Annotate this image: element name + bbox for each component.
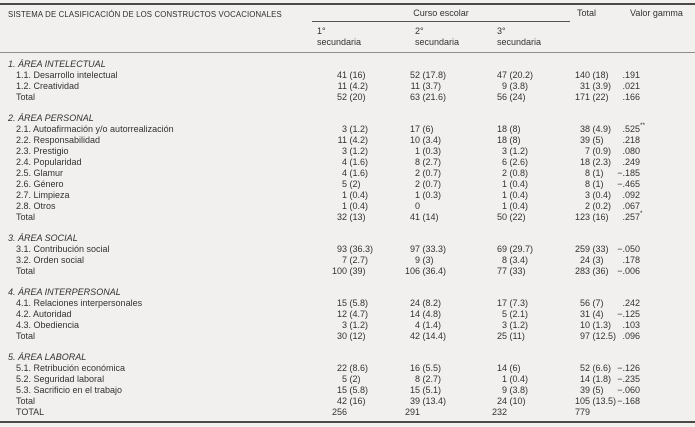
value-cell: 5 (2.1) <box>501 309 529 319</box>
table-row <box>0 331 695 342</box>
value-cell: 1 (0.4) <box>501 201 529 211</box>
table-row <box>0 320 695 331</box>
grand-total-row <box>0 407 695 422</box>
value-cell: 18 (8) <box>496 135 521 145</box>
row-label: Total <box>16 212 36 222</box>
value-cell: 15 (5.8) <box>336 385 369 395</box>
value-cell: 4 (1.6) <box>341 157 369 167</box>
value-cell: 42 (16) <box>336 396 366 406</box>
value-cell: 22 (8.6) <box>336 363 369 373</box>
table-row <box>0 146 695 157</box>
table-header <box>0 4 695 53</box>
col-header-3-secundaria <box>487 22 570 53</box>
value-cell: 39 (5) <box>580 135 604 145</box>
row-label: Total <box>16 396 36 406</box>
row-label: 2.7. Limpieza <box>16 190 70 200</box>
row-label: 5.1. Retribución económica <box>16 363 126 373</box>
row-label: Total <box>16 331 36 341</box>
value-cell: 93 (36.3) <box>336 244 374 254</box>
gamma-cell: −.060 <box>617 385 641 395</box>
gamma-cell: .242 <box>622 298 641 308</box>
value-cell: 18 (8) <box>496 124 521 134</box>
table-title: SISTEMA DE CLASIFICACIÓN DE LOS CONSTRUCTOS VOCACIONALES <box>0 4 312 53</box>
value-cell: 50 (22) <box>496 212 526 222</box>
column-group-label: Curso escolar <box>413 8 469 18</box>
gamma-cell: .103 <box>622 320 641 330</box>
gamma-cell: −.185 <box>617 168 641 178</box>
table-body <box>0 53 695 423</box>
section-title: 4. ÁREA INTERPERSONAL <box>8 287 121 297</box>
value-cell: 14 (1.8) <box>580 374 612 384</box>
row-label: 5.3. Sacrificio en el trabajo <box>16 385 123 395</box>
value-cell: 1 (0.4) <box>501 190 529 200</box>
value-cell: 24 (10) <box>496 396 526 406</box>
value-cell: 1 (0.4) <box>501 179 529 189</box>
section-title: 5. ÁREA LABORAL <box>8 352 87 362</box>
value-cell: 8 (1) <box>585 179 604 189</box>
value-cell: 1 (0.3) <box>414 190 442 200</box>
gamma-cell: −.126 <box>617 363 641 373</box>
value-cell: 18 (2.3) <box>580 157 612 167</box>
table-row <box>0 81 695 92</box>
table-row <box>0 92 695 103</box>
row-label: 2.8. Otros <box>16 201 56 211</box>
value-cell: 8 (2.7) <box>414 157 442 167</box>
value-cell: 12 (4.7) <box>336 309 369 319</box>
significance-marker: ** <box>640 122 646 129</box>
value-cell: 5 (2) <box>341 374 361 384</box>
row-label: 5.2. Seguridad laboral <box>16 374 105 384</box>
gamma-cell: .249 <box>622 157 641 167</box>
row-label: 2.1. Autoafirmación y/o autorrealización <box>16 124 174 134</box>
gamma-cell: .080 <box>622 146 641 156</box>
gamma-cell: .021 <box>622 81 641 91</box>
significance-marker: * <box>640 210 643 217</box>
value-cell: 3 (1.2) <box>341 146 369 156</box>
value-cell: 8 (2.7) <box>414 374 442 384</box>
section-title: 1. ÁREA INTELECTUAL <box>8 59 106 69</box>
gamma-cell: .067 <box>622 201 641 211</box>
value-cell: 41 (16) <box>336 70 366 80</box>
table-row <box>0 266 695 277</box>
value-cell: 2 (0.8) <box>501 168 529 178</box>
value-cell: 4 (1.6) <box>341 168 369 178</box>
value-cell: 17 (7.3) <box>496 298 529 308</box>
value-cell: 11 (3.7) <box>410 81 442 91</box>
value-cell: 106 (36.4) <box>404 266 447 276</box>
value-cell: 10 (3.4) <box>409 135 442 145</box>
table-row <box>0 298 695 309</box>
table-row <box>0 309 695 320</box>
table-row <box>0 190 695 201</box>
value-cell: 63 (21.6) <box>409 92 447 102</box>
col-header-line: 2° <box>415 26 424 36</box>
value-cell: 3 (1.2) <box>501 146 529 156</box>
value-cell: 47 (20.2) <box>496 70 534 80</box>
value-cell: 1 (0.3) <box>414 146 442 156</box>
value-cell: 14 (4.8) <box>409 309 442 319</box>
value-cell: 232 <box>487 407 570 422</box>
value-cell: 1 (0.4) <box>501 374 529 384</box>
row-label: Total <box>16 92 36 102</box>
table-row <box>0 244 695 255</box>
gamma-cell: .257* <box>622 210 643 222</box>
value-cell: 9 (3) <box>414 255 434 265</box>
col-header-line: secundaria <box>497 37 542 47</box>
row-label: 2.6. Género <box>16 179 64 189</box>
section-header-row <box>0 103 695 124</box>
value-cell: 140 (18) <box>575 70 609 80</box>
col-header-1-secundaria <box>312 22 395 53</box>
value-cell: 9 (3.8) <box>501 385 529 395</box>
value-cell: 9 (3.8) <box>501 81 529 91</box>
value-cell: 15 (5.8) <box>336 298 369 308</box>
gamma-cell: .218 <box>622 135 641 145</box>
gamma-cell: −.235 <box>617 374 641 384</box>
value-cell: 3 (0.4) <box>585 190 612 200</box>
row-label: 1.2. Creatividad <box>16 81 80 91</box>
table-row <box>0 212 695 223</box>
table-row <box>0 124 695 135</box>
gamma-cell: .166 <box>622 92 641 102</box>
value-cell: 3 (1.2) <box>341 320 369 330</box>
value-cell: 52 (6.6) <box>580 363 612 373</box>
section-header-row <box>0 223 695 244</box>
gamma-cell: .096 <box>622 331 641 341</box>
value-cell: 38 (4.9) <box>580 124 612 134</box>
row-label: 4.2. Autoridad <box>16 309 72 319</box>
value-cell: 283 (36) <box>575 266 609 276</box>
row-label: 4.1. Relaciones interpersonales <box>16 298 143 308</box>
table-row <box>0 135 695 146</box>
row-label: 4.3. Obediencia <box>16 320 80 330</box>
section-header-row <box>0 277 695 298</box>
value-cell: 31 (3.9) <box>580 81 612 91</box>
table-row <box>0 374 695 385</box>
col-header-line: secundaria <box>415 37 460 47</box>
value-cell: 52 (20) <box>336 92 366 102</box>
value-cell: 17 (6) <box>409 124 434 134</box>
section-title: 3. ÁREA SOCIAL <box>8 233 78 243</box>
table-row <box>0 168 695 179</box>
value-cell: 97 (33.3) <box>409 244 447 254</box>
value-cell: 16 (5.5) <box>409 363 442 373</box>
total-column-header: Total <box>570 4 610 53</box>
value-cell: 30 (12) <box>336 331 366 341</box>
value-cell: 52 (17.8) <box>409 70 447 80</box>
row-label: Total <box>16 266 36 276</box>
value-cell: 11 (4.2) <box>337 81 369 91</box>
value-cell: 69 (29.7) <box>496 244 534 254</box>
row-label: 3.2. Orden social <box>16 255 85 265</box>
value-cell: 259 (33) <box>575 244 609 254</box>
value-cell: 39 (13.4) <box>409 396 447 406</box>
value-cell: 105 (13.5) <box>575 396 617 406</box>
gamma-cell: .525** <box>622 122 646 134</box>
value-cell: 123 (16) <box>575 212 609 222</box>
row-label: 3.1. Contribución social <box>16 244 110 254</box>
gamma-cell: .092 <box>622 190 641 200</box>
value-cell: 39 (5) <box>580 385 604 395</box>
gamma-cell: −.125 <box>617 309 641 319</box>
col-header-line: 1° <box>317 26 326 36</box>
row-label: 1.1. Desarrollo intelectual <box>16 70 118 80</box>
col-header-line: secundaria <box>317 37 362 47</box>
column-group-header <box>312 4 570 22</box>
row-label: 2.5. Glamur <box>16 168 64 178</box>
section-header-row <box>0 53 695 71</box>
section-title: 2. ÁREA PERSONAL <box>8 113 94 123</box>
value-cell: 97 (12.5) <box>580 331 617 341</box>
table-row <box>0 201 695 212</box>
value-cell: 32 (13) <box>336 212 366 222</box>
row-label: 2.3. Prestigio <box>16 146 69 156</box>
value-cell: 8 (1) <box>585 168 604 178</box>
classification-table <box>0 3 695 423</box>
value-cell: 4 (1.4) <box>414 320 442 330</box>
gamma-cell: −.006 <box>617 266 641 276</box>
value-cell: 14 (6) <box>496 363 521 373</box>
row-label: 2.4. Popularidad <box>16 157 82 167</box>
value-cell: 56 (24) <box>496 92 526 102</box>
value-cell: 25 (11) <box>496 331 525 341</box>
gamma-cell: −.168 <box>617 396 641 406</box>
value-cell: 779 <box>570 407 610 422</box>
gamma-cell: −.050 <box>617 244 641 254</box>
value-cell: 31 (4) <box>580 309 604 319</box>
value-cell: 8 (3.4) <box>501 255 529 265</box>
value-cell: 11 (4.2) <box>337 135 369 145</box>
value-cell: 77 (33) <box>496 266 526 276</box>
table-row <box>0 385 695 396</box>
table-row <box>0 179 695 190</box>
value-cell: 6 (2.6) <box>501 157 529 167</box>
value-cell: 24 (3) <box>580 255 604 265</box>
value-cell: 291 <box>395 407 487 422</box>
value-cell: 256 <box>312 407 395 422</box>
value-cell: 2 (0.2) <box>585 201 612 211</box>
table-row <box>0 396 695 407</box>
value-cell: 2 (0.7) <box>414 179 442 189</box>
gamma-cell: .178 <box>622 255 641 265</box>
header-row-top <box>0 4 695 22</box>
value-cell: 100 (39) <box>331 266 366 276</box>
value-cell: 10 (1.3) <box>580 320 612 330</box>
col-header-line: 3° <box>497 26 506 36</box>
table-row <box>0 70 695 81</box>
table-row <box>0 157 695 168</box>
value-cell: 42 (14.4) <box>409 331 447 341</box>
value-cell: 2 (0.7) <box>414 168 442 178</box>
row-label: 2.2. Responsabilidad <box>16 135 101 145</box>
value-cell: 7 (0.9) <box>585 146 612 156</box>
value-cell: 0 <box>414 201 420 211</box>
value-cell: 56 (7) <box>580 298 604 308</box>
value-cell: 3 (1.2) <box>341 124 369 134</box>
value-cell: 41 (14) <box>409 212 439 222</box>
gamma-cell <box>610 407 695 422</box>
value-cell: 1 (0.4) <box>341 190 369 200</box>
gamma-cell: −.465 <box>617 179 641 189</box>
value-cell: 171 (22) <box>575 92 609 102</box>
row-label: TOTAL <box>0 407 312 422</box>
table-row <box>0 255 695 266</box>
col-header-2-secundaria <box>395 22 487 53</box>
value-cell: 1 (0.4) <box>341 201 369 211</box>
value-cell: 15 (5.1) <box>409 385 442 395</box>
table-row <box>0 363 695 374</box>
gamma-cell: .191 <box>622 70 641 80</box>
value-cell: 24 (8.2) <box>409 298 442 308</box>
value-cell: 5 (2) <box>341 179 361 189</box>
value-cell: 7 (2.7) <box>341 255 369 265</box>
gamma-column-header: Valor gamma <box>610 4 695 53</box>
section-header-row <box>0 342 695 363</box>
value-cell: 3 (1.2) <box>501 320 529 330</box>
